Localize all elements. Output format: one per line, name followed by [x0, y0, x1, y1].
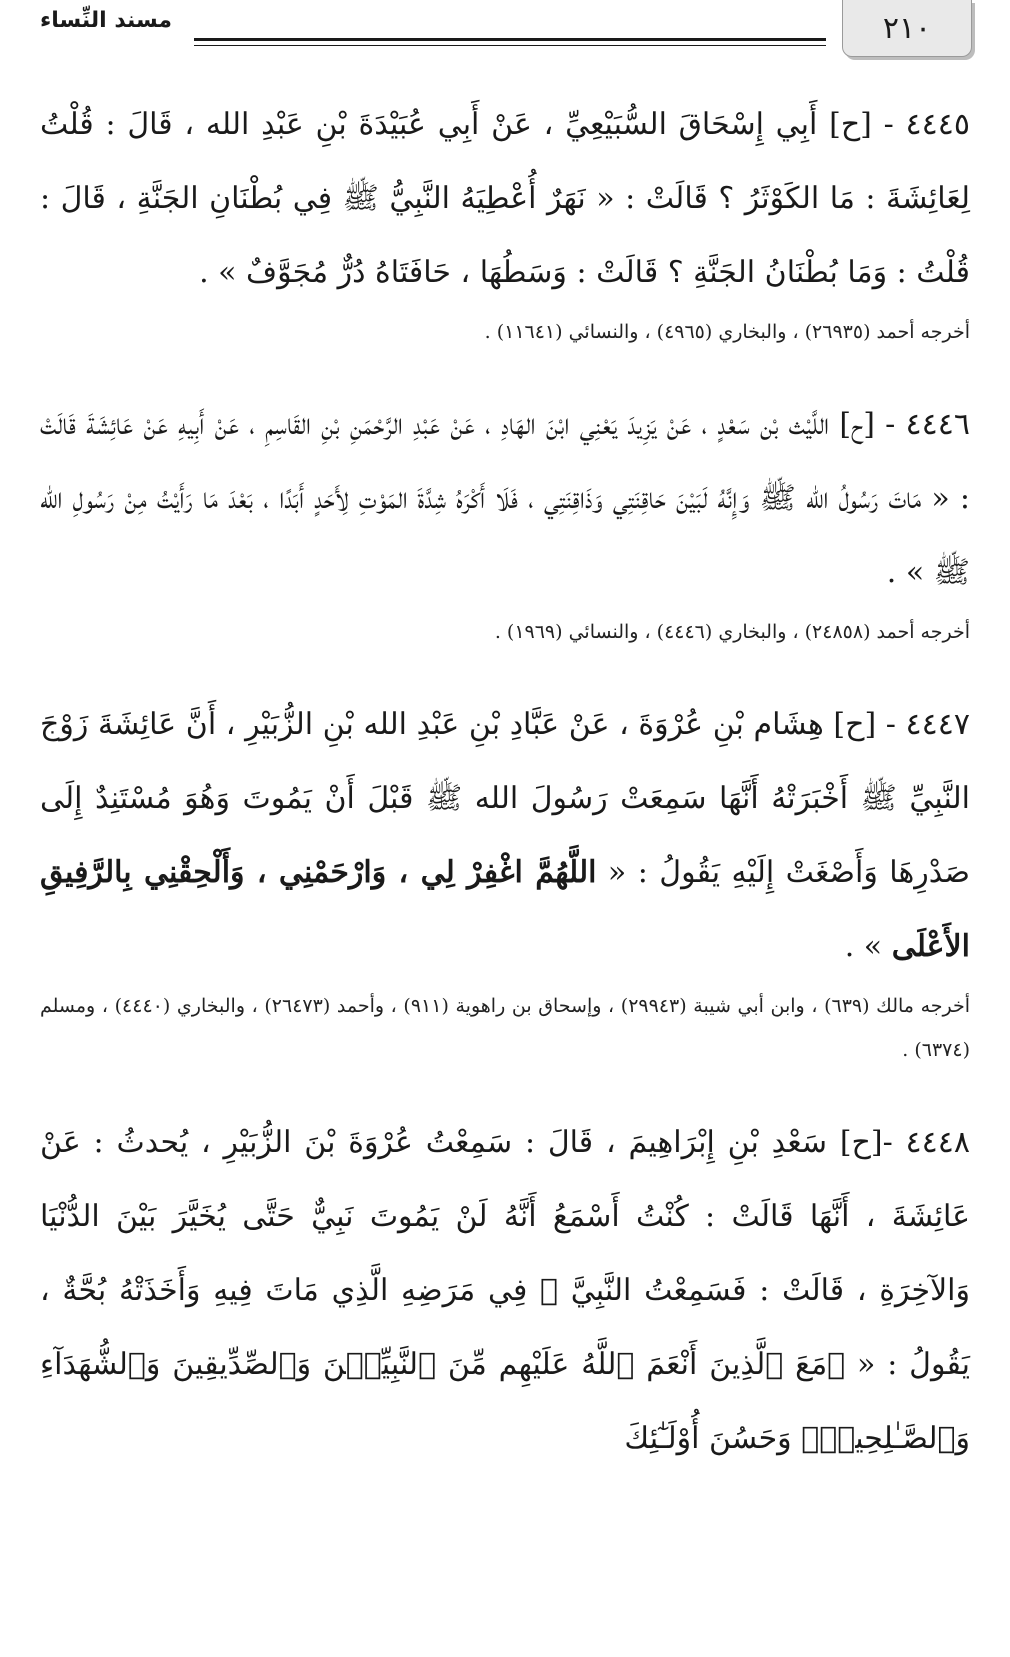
- hadith-block: [40, 388, 970, 654]
- hadith-text: [40, 688, 970, 984]
- hadith-text-after-supplication: » .: [844, 929, 883, 964]
- hadith-block: [40, 88, 970, 354]
- header-rule-thin: [194, 45, 826, 46]
- header-rule: [194, 38, 826, 41]
- hadith-text-before-supplication: ٤٤٤٧ - [ح] هِشَام بْنِ عُرْوَةَ ، عَنْ عَبَّادِ بْنِ عَبْدِ الله بْنِ الزُّبَيْرِ ، أَنَّ عَائِشَةَ زَوْجَ النَّبِيِّ ﷺ أَخْبَرَتْهُ أَنَّهَا سَمِعَتْ رَسُولَ الله ﷺ قَبْلَ أَنْ يَمُوتَ وَهُوَ مُسْتَنِدٌ إِلَى صَدْرِهَا وَأَصْغَتْ إِلَيْهِ يَقُولُ : «: [40, 707, 970, 890]
- hadith-text: ٤٤٤٨ -[ح] سَعْدِ بْنِ إِبْرَاهِيمَ ، قَالَ : سَمِعْتُ عُرْوَةَ بْنَ الزُّبَيْرِ ، يُحدثُ : عَنْ عَائِشَةَ ، أَنَّهَا قَالَتْ : كُنْتُ أَسْمَعُ أَنَّهُ لَنْ يَمُوتَ نَبِيٌّ حَتَّى يُخَيَّرَ بَيْنَ الدُّنْيَا وَالآخِرَةِ ، قَالَتْ : فَسَمِعْتُ النَّبِيَّ ﷺ فِي مَرَضِهِ الَّذِي مَاتَ فِيهِ وَأَخَذَتْهُ بُحَّةٌ ، يَقُولُ : « ﴿مَعَ ٱلَّذِينَ أَنْعَمَ ٱللَّهُ عَلَيْهِم مِّنَ ٱلنَّبِيِّـۧنَ وَٱلصِّدِّيقِينَ وَٱلشُّهَدَآءِ وَٱلصَّـٰلِحِينَۚ وَحَسُنَ أُوْلَـٰٓئِكَ: [40, 1125, 970, 1456]
- hadith-text: ٤٤٤٥ - [ح] أَبِي إِسْحَاقَ السُّبَيْعِيِّ ، عَنْ أَبِي عُبَيْدَةَ بْنِ عَبْدِ الله ، قَالَ : قُلْتُ لِعَائِشَةَ : مَا الكَوْثَرُ ؟ قَالَتْ : « نَهَرٌ أُعْطِيَهُ النَّبِيُّ ﷺ فِي بُطْنَانِ الجَنَّةِ ، قَالَ : قُلْتُ : وَمَا بُطْنَانُ الجَنَّةِ ؟ قَالَتْ : وَسَطُهَا ، حَافَتَاهُ دُرٌّ مُجَوَّفٌ » .: [40, 107, 970, 290]
- page-content: [40, 88, 970, 1480]
- hadith-takhrij: أخرجه أحمد (٢٦٩٣٥) ، والبخاري (٤٩٦٥) ، والنسائي (١١٦٤١) .: [484, 321, 970, 343]
- hadith-text: ٤٤٤٦ - [ح] اللَّيْث بْن سَعْدٍ ، عَنْ يَزِيدَ يَعْنِي ابْنَ الهَادِ ، عَنْ عَبْدِ الرَّحْمَنِ بْنِ القَاسِمِ ، عَنْ أَبِيهِ عَنْ عَائِشَةَ قَالَتْ : « مَاتَ رَسُولُ الله ﷺ وَإِنَّهُ لَبَيْنَ حَاقِنَتِي وَذَاقِنَتِي ، فَلَا أَكْرَهُ شِدَّةَ المَوْتِ لِأَحَدٍ أَبَدًا ، بَعْدَ مَا رَأَيْتُ مِنْ رَسُولِ الله ﷺ » .: [40, 407, 970, 590]
- page-number: ٢١٠: [842, 0, 972, 57]
- hadith-takhrij: أخرجه أحمد (٢٤٨٥٨) ، والبخاري (٤٤٤٦) ، والنسائي (١٩٦٩) .: [494, 621, 970, 643]
- hadith-block: [40, 1106, 970, 1476]
- hadith-block: [40, 688, 970, 1072]
- hadith-takhrij: أخرجه مالك (٦٣٩) ، وابن أبي شيبة (٢٩٩٤٣) ، وإسحاق بن راهوية (٩١١) ، وأحمد (٢٦٤٧٣) ، والبخاري (٤٤٤٠) ، ومسلم (٦٣٧٤) .: [40, 995, 971, 1061]
- supplication-text: اللَّهُمَّ اغْفِرْ لِي ، وَارْحَمْنِي ، وَأَلْحِقْنِي بِالرَّفِيقِ الأَعْلَى: [40, 855, 970, 964]
- page-header: [0, 0, 1010, 70]
- running-title: مسند النِّساء: [40, 8, 173, 33]
